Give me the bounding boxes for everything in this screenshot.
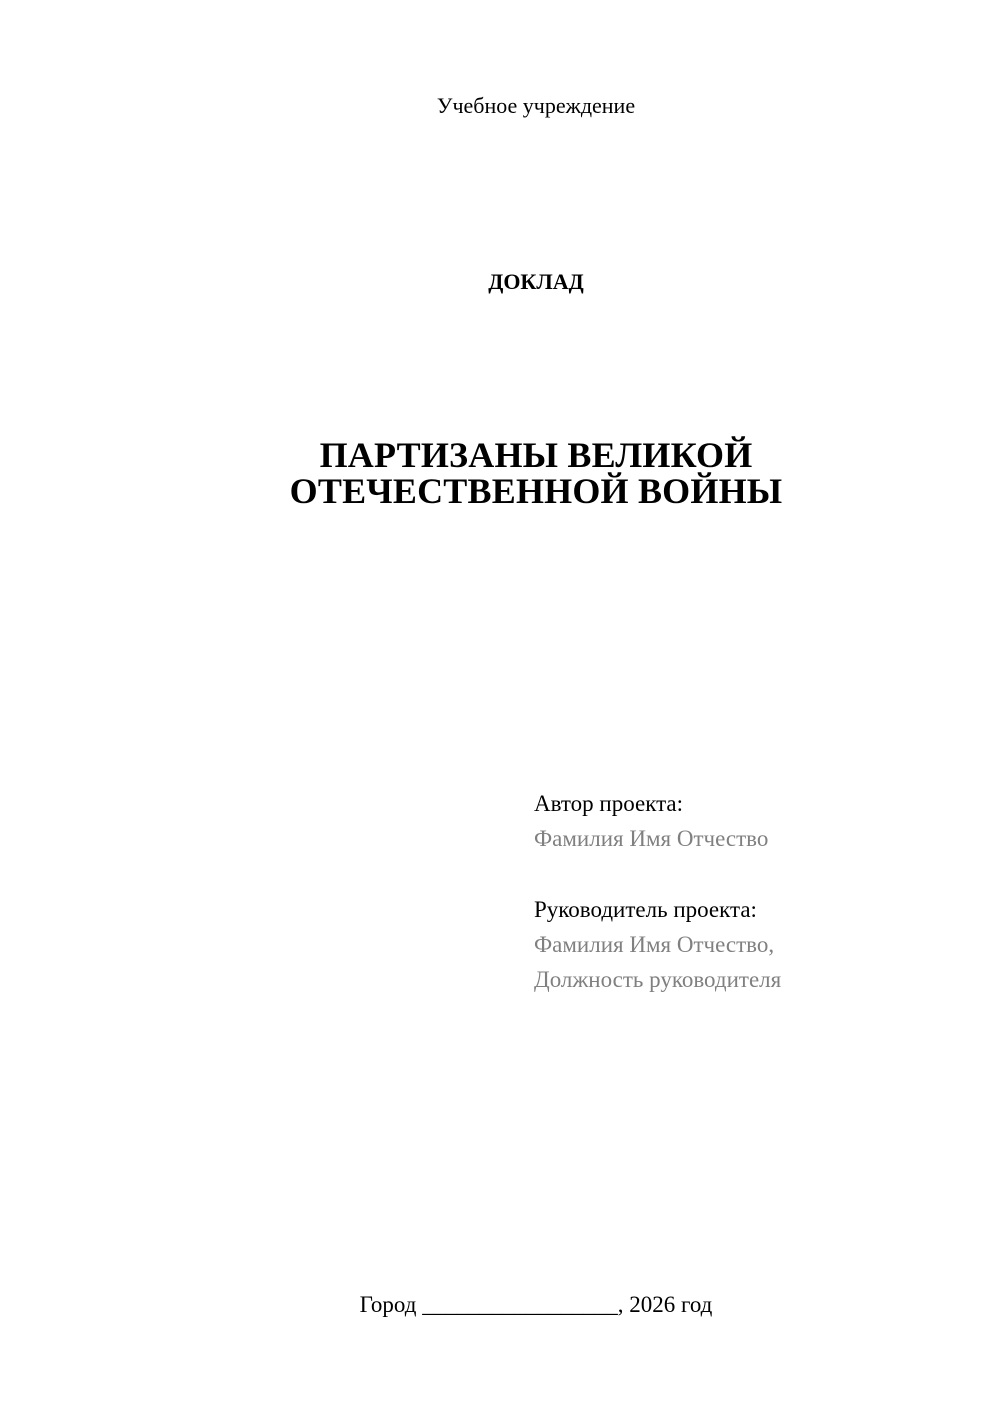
report-title-line-1: ПАРТИЗАНЫ ВЕЛИКОЙ — [319, 435, 753, 475]
report-title — [0, 437, 1000, 509]
city-blank: _________________ — [422, 1292, 618, 1317]
city-label: Город — [359, 1292, 417, 1317]
author-name: Фамилия Имя Отчество — [534, 826, 769, 851]
supervisor-label: Руководитель проекта: — [534, 897, 757, 922]
city-year-line — [0, 1290, 1000, 1320]
year-text: , 2026 год — [617, 1292, 713, 1317]
supervisor-position: Должность руководителя — [534, 967, 782, 992]
supervisor-block — [534, 892, 974, 997]
document-type: ДОКЛАД — [488, 269, 584, 294]
institution-name: Учебное учреждение — [436, 93, 636, 118]
report-title-line-2: ОТЕЧЕСТВЕННОЙ ВОЙНЫ — [289, 471, 783, 511]
author-label: Автор проекта: — [534, 791, 683, 816]
supervisor-name: Фамилия Имя Отчество, — [534, 932, 775, 957]
author-block — [534, 786, 974, 856]
